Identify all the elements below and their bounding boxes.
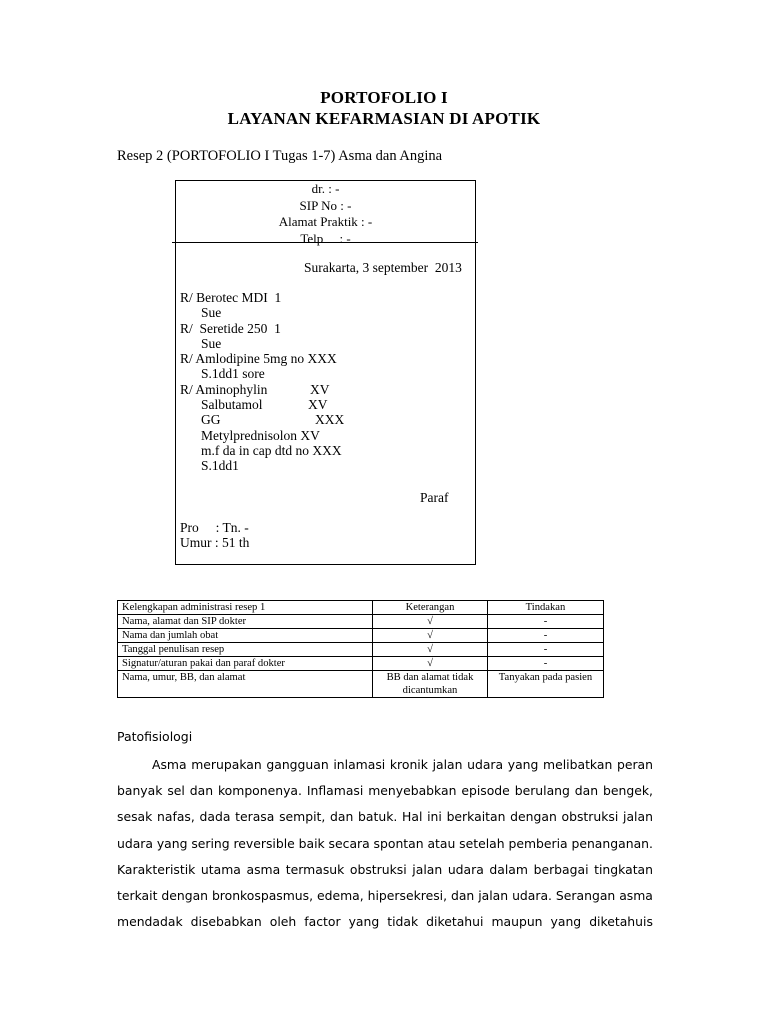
prescription-line-quantity: XV xyxy=(310,381,330,397)
prescription-line-quantity: XXX xyxy=(315,412,345,428)
remark-cell: √ xyxy=(373,657,488,671)
header-cell: Keterangan xyxy=(373,601,488,615)
header-divider xyxy=(172,242,478,243)
administration-table xyxy=(117,600,604,698)
phone: Telp : - xyxy=(300,230,351,246)
criteria-cell: Nama, alamat dan SIP dokter xyxy=(118,615,373,629)
prescription-date: Surakarta, 3 september 2013 xyxy=(304,260,462,275)
prescription-line-text: R/ Amlodipine 5mg no XXX xyxy=(180,351,337,367)
remark-cell: √ xyxy=(373,629,488,643)
prescription-line xyxy=(180,290,342,305)
prescription-line-text: Sue xyxy=(201,305,222,321)
patient-info xyxy=(180,520,249,551)
paragraph-line: terkait dengan bronkospasmus, edema, hipersekresi, dan jalan udara. Serangan asma xyxy=(117,887,653,903)
paragraph-line: banyak sel dan komponenya. Inflamasi menyebabkan episode berulang dan bengek, xyxy=(117,783,653,799)
criteria-cell: Nama, umur, BB, dan alamat xyxy=(118,671,373,698)
prescription-lines xyxy=(180,290,345,474)
prescription-box xyxy=(175,180,476,565)
prescription-line-text: R/ Seretide 250 1 xyxy=(180,320,281,336)
remark-cell: √ xyxy=(373,643,488,657)
prescription-subtitle: Resep 2 (PORTOFOLIO I Tugas 1-7) Asma dan Angina xyxy=(117,148,443,164)
prescription-header xyxy=(176,181,475,247)
prescription-line xyxy=(180,351,342,366)
action-cell: - xyxy=(488,643,604,657)
patient-age: Umur : 51 th xyxy=(180,535,250,551)
prescription-line-quantity: XV xyxy=(308,397,328,413)
criteria-cell: Nama dan jumlah obat xyxy=(118,629,373,643)
prescription-line-text: R/ Aminophylin xyxy=(180,381,268,397)
section-heading: Patofisiologi xyxy=(117,729,193,744)
prescription-line-text: S.1dd1 sore xyxy=(201,366,265,382)
table-row xyxy=(118,643,604,657)
criteria-cell: Signatur/aturan pakai dan paraf dokter xyxy=(118,657,373,671)
title-line-2: LAYANAN KEFARMASIAN DI APOTIK xyxy=(227,109,541,128)
criteria-cell: Tanggal penulisan resep xyxy=(118,643,373,657)
table-row xyxy=(118,615,604,629)
prescription-line xyxy=(180,382,342,397)
sip-number: SIP No : - xyxy=(299,197,352,213)
prescription-line-text: R/ Berotec MDI 1 xyxy=(180,290,282,305)
action-cell: - xyxy=(488,629,604,643)
paragraph-line: Karakteristik utama asma termasuk obstruksi jalan udara dalam berbagai tingkatan xyxy=(117,861,653,877)
prescription-line xyxy=(180,336,342,351)
prescription-line xyxy=(180,305,342,320)
prescription-line xyxy=(180,397,342,412)
paragraph-line: Asma merupakan gangguan inlamasi kronik jalan udara yang melibatkan peran xyxy=(152,757,653,772)
prescription-line-text: S.1dd1 xyxy=(201,458,239,474)
prescription-line-text: Metylprednisolon XV xyxy=(201,427,320,443)
action-cell: - xyxy=(488,615,604,629)
signature-label: Paraf xyxy=(420,490,449,505)
patient-name: Pro : Tn. - xyxy=(180,520,249,535)
prescription-line-text: GG xyxy=(201,412,221,428)
prescription-line xyxy=(180,428,342,443)
header-cell: Kelengkapan administrasi resep 1 xyxy=(118,601,373,615)
paragraph-line: mendadak disebabkan oleh factor yang tidak diketahui maupun yang diketahuis xyxy=(117,914,653,930)
action-cell: - xyxy=(488,657,604,671)
title-line-1: PORTOFOLIO I xyxy=(320,88,448,107)
prescription-line-text: Salbutamol xyxy=(201,397,263,413)
action-cell: Tanyakan pada pasien xyxy=(488,671,604,698)
table-row xyxy=(118,657,604,671)
doctor-name: dr. : - xyxy=(311,181,340,196)
prescription-line-text: m.f da in cap dtd no XXX xyxy=(201,442,342,458)
table-row xyxy=(118,671,604,698)
practice-address: Alamat Praktik : - xyxy=(278,214,373,229)
prescription-line xyxy=(180,366,342,381)
prescription-line-text: Sue xyxy=(201,335,222,351)
paragraph-line: udara yang sering reversible baik secara spontan atau setelah pemberia penanganan. xyxy=(117,835,653,851)
prescription-line xyxy=(180,412,345,428)
remark-cell: √ xyxy=(373,615,488,629)
table-header-row xyxy=(118,601,604,615)
prescription-line xyxy=(180,458,342,473)
prescription-line xyxy=(180,443,342,458)
table-row xyxy=(118,629,604,643)
remark-cell: BB dan alamat tidak dicantumkan xyxy=(373,671,488,698)
header-cell: Tindakan xyxy=(488,601,604,615)
section-paragraph xyxy=(117,752,653,935)
paragraph-line: sesak nafas, dada terasa sempit, dan batuk. Hal ini berkaitan dengan obstruksi jalan xyxy=(117,809,653,825)
prescription-line xyxy=(180,321,342,336)
